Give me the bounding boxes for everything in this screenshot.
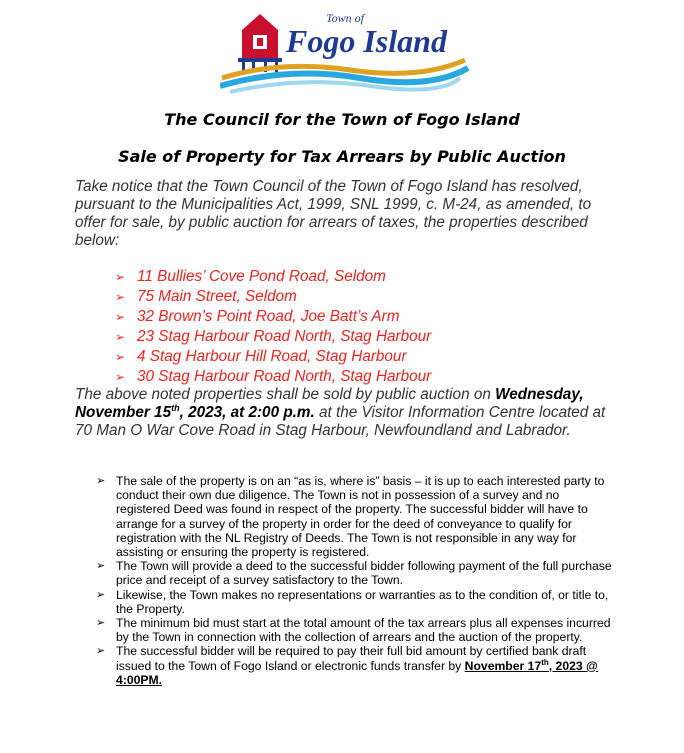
arrow-bullet-icon: ➢ [115,310,126,324]
arrow-bullet-icon: ➢ [115,330,126,344]
property-list [115,267,431,387]
term-item: ➢ The minimum bid must start at the total amount of the tax arrears plus all expenses incurred by the Town in connection with the collection of arrears and the auction of the property. [96,616,611,645]
property-item: ➢ 32 Brown’s Point Road, Joe Batt’s Arm [115,308,400,325]
arrow-bullet-icon: ➢ [96,475,106,487]
term-item: ➢ The successful bidder will be required to pay their full bid amount by certified bank draft issued to the Town of Fogo Island or electronic funds transfer by November 17th, 2023 @ 4:00PM. [96,644,598,687]
arrow-bullet-icon: ➢ [96,617,106,630]
arrow-bullet-icon: ➢ [96,560,106,573]
logo-fogo-island-text: Fogo Island [286,23,447,59]
property-item: ➢ 30 Stag Harbour Road North, Stag Harbour [115,368,432,385]
auction-paragraph: The above noted properties shall be sold by public auction on Wednesday, November 15th, 2023, at 2:00 p.m. at the Visitor Information Centre located at 70 Man O War Cove Road in Stag Harbour, Newfoundland and Labrador. [75,386,606,439]
property-item: ➢ 75 Main Street, Seldom [115,288,297,305]
term-item: ➢ The sale of the property is on an “as is, where is” basis – it is up to each interested party to conduct their own due diligence. The Town is not in possession of a survey and no registered Deed was found in respect of the property. The successful bidder will have to arrange for a survey of the property in order for the deed of conveyance to qualify for registration with the NL Registry of Deeds. The Town is not responsible in any way for assisting or ensuring the property is registered. [96,474,605,560]
arrow-bullet-icon: ➢ [96,645,106,658]
intro-paragraph: Take notice that the Town Council of the Town of Fogo Island has resolved, pursuant to the Municipalities Act, 1999, SNL 1999, c. M-24, as amended, to offer for sale, by public auction for arrears of taxes, the properties described below: [75,178,592,249]
arrow-bullet-icon: ➢ [115,350,126,364]
term-item: ➢ The Town will provide a deed to the successful bidder following payment of the full purchase price and receipt of a survey satisfactory to the Town. [96,559,612,588]
town-logo [220,8,470,94]
arrow-bullet-icon: ➢ [96,588,106,601]
property-item: ➢ 23 Stag Harbour Road North, Stag Harbour [115,328,432,345]
sale-heading: Sale of Property for Tax Arrears by Public Auction [118,147,566,166]
terms-list [96,474,616,687]
property-item: ➢ 11 Bullies’ Cove Pond Road, Seldom [115,268,386,285]
arrow-bullet-icon: ➢ [115,270,126,284]
payment-deadline: November 17th, 2023 @ 4:00PM. [116,657,598,687]
arrow-bullet-icon: ➢ [115,290,126,304]
auction-date: Wednesday, November 15th, 2023, at 2:00 p.m. [75,386,584,421]
logo-town-of-text: Town of [326,11,364,25]
fogo-island-logo-graphic [220,8,470,94]
property-item: ➢ 4 Stag Harbour Hill Road, Stag Harbour [115,348,407,365]
term-item: ➢ Likewise, the Town makes no representations or warranties as to the condition of, or title to, the Property. [96,587,609,616]
arrow-bullet-icon: ➢ [115,370,126,384]
council-heading: The Council for the Town of Fogo Island [164,110,520,129]
